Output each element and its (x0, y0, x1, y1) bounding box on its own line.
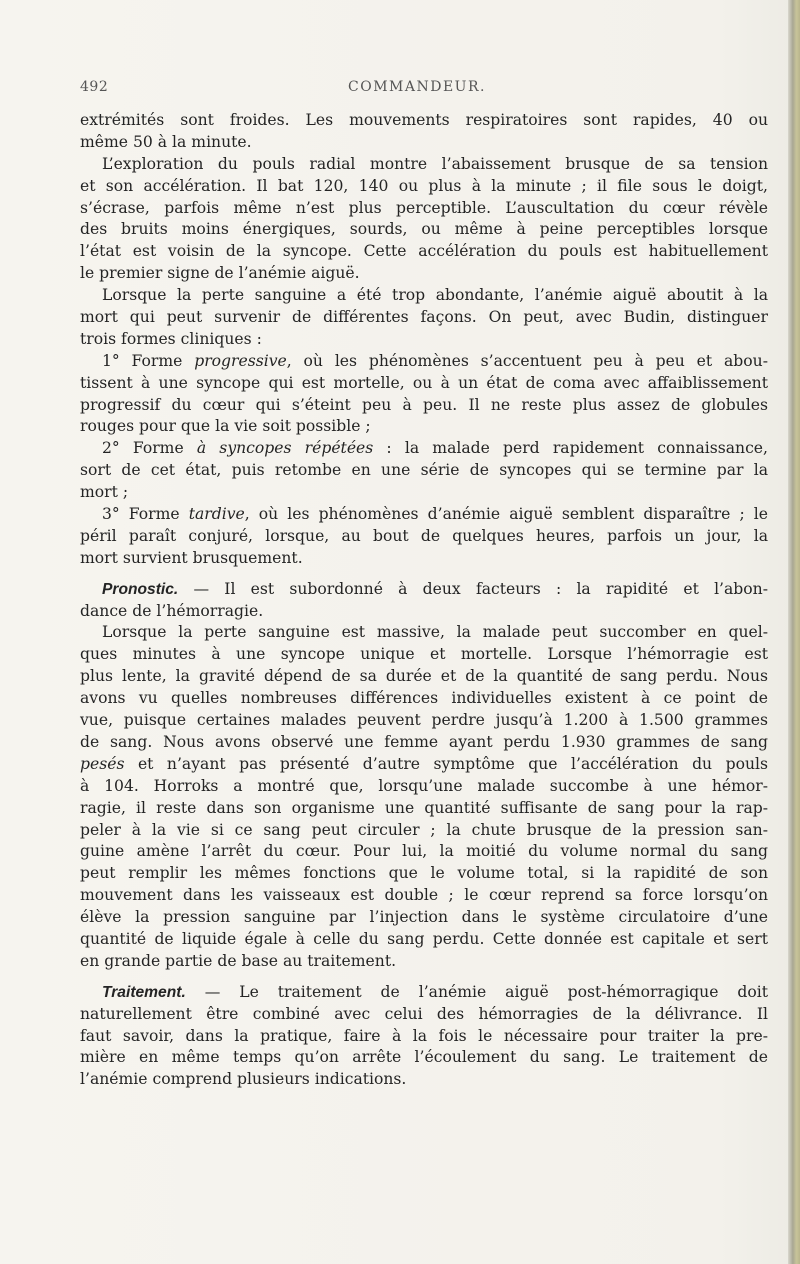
text-line: L’exploration du pouls radial montre l’abaissement brusque de sa tension (102, 154, 768, 173)
page-number: 492 (80, 79, 109, 95)
text-line: naturellement être combiné avec celui des hémorragies de la délivrance. Il (80, 1004, 768, 1023)
text-line: progressif du cœur qui s’éteint peu à peu. Il ne reste plus assez de globules (80, 395, 768, 414)
text-line: peler à la vie si ce sang peut circuler ; la chute brusque de la pression san- (80, 820, 768, 839)
text-line (80, 754, 768, 776)
text-line: plus lente, la gravité dépend de sa durée et de la quantité de sang perdu. Nous (80, 667, 768, 686)
text-line: faut savoir, dans la pratique, faire à la fois le nécessaire pour traiter la pre- (80, 1026, 768, 1045)
text-line: s’écrase, parfois même n’est plus perceptible. L’auscultation du cœur révèle (80, 198, 768, 217)
section-gap (80, 973, 768, 982)
text-line: tissent à une syncope qui est mortelle, ou à un état de coma avec affaiblissement (80, 373, 768, 392)
body-text (80, 110, 768, 1091)
text-line: extrémités sont froides. Les mouvements respiratoires sont rapides, 40 ou (80, 111, 768, 129)
text-line: quantité de liquide égale à celle du sang perdu. Cette donnée est capitale et sert (80, 929, 768, 948)
text-line: péril paraît conjuré, lorsque, au bout de quelques heures, parfois un jour, la (80, 526, 768, 545)
text-line: dance de l’hémorragie. (80, 601, 264, 620)
text-line: vue, puisque certaines malades peuvent perdre jusqu’à 1.200 à 1.500 grammes (80, 711, 768, 730)
text-run: — Le traitement de l’anémie aiguë post-hémorragique doit (185, 982, 768, 1001)
text-line (80, 579, 768, 601)
text-line: de sang. Nous avons observé une femme ayant perdu 1.930 grammes de sang (80, 732, 768, 751)
italic-term: progressive (194, 351, 287, 370)
text-line: mort survient brusquement. (80, 548, 303, 567)
section-heading-traitement: Traitement. (102, 983, 186, 1001)
text-line: sort de cet état, puis retombe en une série de syncopes qui se termine par la (80, 461, 768, 480)
italic-term: à syncopes répétées (196, 439, 374, 458)
text-line: l’anémie comprend plusieurs indications. (80, 1070, 407, 1089)
text-line: à 104. Horroks a montré que, lorsqu’une malade succombe à une hémor- (80, 776, 768, 795)
text-run: : la malade perd rapidement connaissance, (373, 439, 768, 458)
text-line: Lorsque la perte sanguine est massive, la malade peut succomber en quel- (102, 623, 768, 642)
text-line: guine amène l’arrêt du cœur. Pour lui, la moitié du volume normal du sang (80, 842, 768, 861)
section-heading-pronostic: Pronostic. (102, 580, 179, 598)
text-line: trois formes cliniques : (80, 329, 262, 348)
text-line: rouges pour que la vie soit possible ; (80, 417, 371, 436)
text-line: Lorsque la perte sanguine a été trop abondante, l’anémie aiguë aboutit à la (102, 286, 768, 305)
text-line: avons vu quelles nombreuses différences individuelles existent à ce point de (80, 689, 768, 708)
text-run: , où les phénomènes d’anémie aiguë semblent disparaître ; le (244, 505, 768, 524)
text-line: peut remplir les mêmes fonctions que le volume total, si la rapidité de son (80, 864, 768, 883)
text-line: mouvement dans les vaisseaux est double ; le cœur reprend sa force lorsqu’on (80, 886, 768, 905)
text-line: ques minutes à une syncope unique et mortelle. Lorsque l’hémorragie est (80, 645, 768, 664)
running-head: COMMANDEUR. (348, 79, 486, 95)
text-line: élève la pression sanguine par l’injection dans le système circulatoire d’une (80, 908, 768, 927)
text-line: mort ; (80, 483, 129, 502)
italic-term: tardive (188, 505, 245, 524)
page-edge (788, 0, 800, 1264)
text-run: 3° Forme (102, 505, 189, 524)
text-line (80, 351, 768, 373)
text-line: des bruits moins énergiques, sourds, ou même à peine perceptibles lorsque (80, 220, 768, 239)
italic-term: pesés (80, 754, 125, 773)
text-line: mière en même temps qu’on arrête l’écoulement du sang. Le traitement de (80, 1048, 768, 1067)
text-run: 1° Forme (102, 351, 195, 370)
text-line: et son accélération. Il bat 120, 140 ou plus à la minute ; il file sous le doigt, (80, 176, 768, 195)
text-line: en grande partie de base au traitement. (80, 951, 397, 970)
text-run: , où les phénomènes s’accentuent peu à peu et abou- (286, 351, 768, 370)
text-run: et n’ayant pas présenté d’autre symptôme que l’accélération du pouls (124, 754, 768, 773)
text-line (80, 982, 768, 1004)
text-run: — Il est subordonné à deux facteurs : la rapidité et l’abon- (178, 579, 768, 598)
text-line: même 50 à la minute. (80, 132, 252, 151)
section-gap (80, 570, 768, 579)
text-run: 2° Forme (102, 439, 197, 458)
text-line: ragie, il reste dans son organisme une quantité suffisante de sang pour la rap- (80, 798, 768, 817)
text-line (80, 438, 768, 460)
text-line: l’état est voisin de la syncope. Cette accélération du pouls est habituellement (80, 242, 768, 261)
text-line: le premier signe de l’anémie aiguë. (80, 264, 360, 283)
page-header (80, 79, 770, 99)
text-line: mort qui peut survenir de différentes façons. On peut, avec Budin, distinguer (80, 308, 768, 327)
text-line (80, 504, 768, 526)
